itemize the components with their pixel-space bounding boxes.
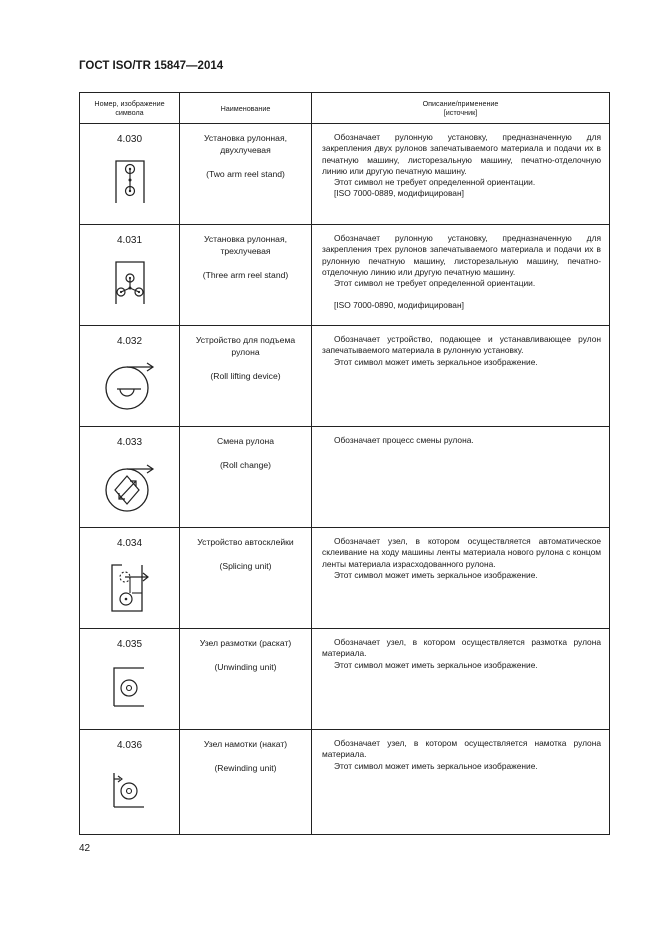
description-cell (312, 528, 610, 629)
table-header-row (80, 93, 610, 124)
symbol-number: 4.030 (116, 134, 143, 145)
description-cell (312, 326, 610, 427)
name-cell (180, 730, 312, 835)
roll-change-icon (103, 462, 157, 514)
description-text: Обозначает узел, в котором осуществляется автоматическое склеивание на ходу машины ленты материала нового рулона с концом ленты материала израсходованного рулона. (322, 536, 601, 569)
symbol-name-en: (Splicing unit) (219, 561, 272, 571)
description-text: Обозначает устройство, подающее и устанавливающее рулон запечатываемого материала в рулонную установку. (322, 334, 601, 356)
orientation-note: Этот символ не требует определенной ориентации. (334, 177, 536, 188)
document-title: ГОСТ ISO/TR 15847—2014 (79, 60, 224, 72)
symbol-name-ru: Узел размотки (раскат) (199, 638, 292, 648)
name-cell (180, 225, 312, 326)
description-cell (312, 730, 610, 835)
header-description (312, 93, 610, 124)
symbol-cell (80, 326, 180, 427)
mirror-note: Этот символ может иметь зеркальное изображение. (334, 659, 538, 670)
table-row (80, 629, 610, 730)
source-reference: [ISO 7000-0889, модифицирован] (334, 188, 464, 199)
symbol-cell (80, 629, 180, 730)
symbol-name-en: (Three arm reel stand) (202, 270, 289, 280)
symbol-name-ru: Установка рулонная, трехлучевая (204, 234, 287, 256)
mirror-note: Этот символ может иметь зеркальное изображение. (334, 760, 538, 771)
orientation-note: Этот символ не требует определенной ориентации. (334, 278, 536, 289)
description-text: Обозначает узел, в котором осуществляется размотка рулона материала. (322, 637, 601, 659)
source-reference: [ISO 7000-0890, модифицирован] (334, 300, 464, 311)
symbol-cell (80, 730, 180, 835)
symbol-name-en: (Roll lifting device) (210, 371, 281, 381)
symbol-number: 4.033 (116, 437, 143, 448)
symbol-cell (80, 528, 180, 629)
header-name: Наименование (180, 93, 312, 124)
symbol-name-ru: Узел намотки (накат) (203, 739, 288, 749)
name-cell (180, 427, 312, 528)
three-arm-reel-stand-icon (110, 260, 150, 306)
symbol-cell (80, 225, 180, 326)
table-row (80, 326, 610, 427)
symbol-name-en: (Rewinding unit) (214, 763, 277, 773)
symbol-number: 4.035 (116, 639, 143, 650)
description-text: Обозначает рулонную установку, предназначенную для закрепления двух рулонов запечатываемого материала и подачи их в печатную машину, листорезальную машину, печатно-отделочную линию или другую печатную машину. (322, 132, 601, 176)
symbol-name-en: (Two arm reel stand) (206, 169, 285, 179)
symbol-name-ru: Установка рулонная, двухлучевая (204, 133, 287, 155)
description-cell (312, 124, 610, 225)
description-cell (312, 427, 610, 528)
description-text: Обозначает рулонную установку, предназначенную для закрепления трех рулонов запечатываемого материала и подачи их в рулонную печатную машину, листорезальную машину, печатно-отделочную линию или другую печатную машину. (322, 233, 601, 277)
symbol-number: 4.032 (116, 336, 143, 347)
description-cell (312, 629, 610, 730)
rewinding-unit-icon (110, 765, 150, 809)
name-cell (180, 629, 312, 730)
symbol-cell (80, 427, 180, 528)
symbol-name-ru: Устройство для подъема рулона (195, 335, 296, 357)
header-description-label: Описание/применение (422, 99, 499, 108)
two-arm-reel-stand-icon (110, 159, 150, 205)
name-cell (180, 326, 312, 427)
symbols-table (79, 92, 610, 835)
description-text: Обозначает узел, в котором осуществляется намотка рулона материала. (322, 738, 601, 760)
name-cell (180, 528, 312, 629)
table-row (80, 124, 610, 225)
symbol-name-en: (Unwinding unit) (214, 662, 277, 672)
symbol-name-ru: Устройство автосклейки (197, 537, 294, 547)
header-source-label: [источник] (443, 108, 478, 117)
roll-lifting-device-icon (103, 361, 157, 411)
description-text: Обозначает процесс смены рулона. (334, 435, 474, 445)
table-row (80, 528, 610, 629)
mirror-note: Этот символ может иметь зеркальное изображение. (334, 569, 538, 580)
table-row (80, 427, 610, 528)
symbol-number: 4.031 (116, 235, 143, 246)
name-cell (180, 124, 312, 225)
table-row (80, 730, 610, 835)
symbol-name-en: (Roll change) (219, 460, 272, 470)
unwinding-unit-icon (110, 664, 150, 708)
symbol-number: 4.036 (116, 740, 143, 751)
symbol-number: 4.034 (116, 538, 143, 549)
table-row (80, 225, 610, 326)
page-number: 42 (79, 843, 91, 854)
symbol-name-ru: Смена рулона (216, 436, 274, 446)
description-cell (312, 225, 610, 326)
splicing-unit-icon (108, 563, 152, 613)
symbol-cell (80, 124, 180, 225)
mirror-note: Этот символ может иметь зеркальное изображение. (334, 356, 538, 367)
header-number: Номер, изображение символа (80, 93, 180, 124)
